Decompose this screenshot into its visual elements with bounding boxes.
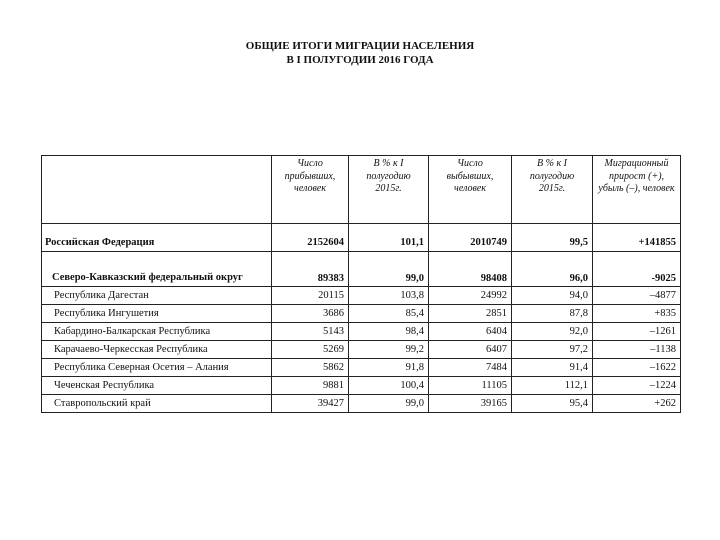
row-arrived: 20115 xyxy=(272,287,349,305)
row-arrived-pct: 91,8 xyxy=(349,359,429,377)
row-arrived: 39427 xyxy=(272,395,349,413)
document-title xyxy=(0,39,720,67)
table-row xyxy=(42,252,681,287)
row-net: +262 xyxy=(593,395,681,413)
row-departed-pct: 97,2 xyxy=(512,341,593,359)
header-departed: Число выбывших, человек xyxy=(429,156,512,224)
row-departed: 7484 xyxy=(429,359,512,377)
row-departed: 39165 xyxy=(429,395,512,413)
row-name: Чеченская Республика xyxy=(42,377,272,395)
header-name xyxy=(42,156,272,224)
table-row xyxy=(42,224,681,252)
header-arrived-pct: В % к I полугодию 2015г. xyxy=(349,156,429,224)
table-row xyxy=(42,287,681,305)
row-name: Карачаево-Черкесская Республика xyxy=(42,341,272,359)
row-net: –4877 xyxy=(593,287,681,305)
table-row xyxy=(42,323,681,341)
table-row xyxy=(42,305,681,323)
title-line-1: ОБЩИЕ ИТОГИ МИГРАЦИИ НАСЕЛЕНИЯ xyxy=(245,40,475,52)
row-name: Российская Федерация xyxy=(42,224,272,252)
row-departed-pct: 96,0 xyxy=(512,252,593,287)
row-net: +835 xyxy=(593,305,681,323)
row-net: -9025 xyxy=(593,252,681,287)
table-row xyxy=(42,359,681,377)
row-arrived-pct: 85,4 xyxy=(349,305,429,323)
row-departed: 11105 xyxy=(429,377,512,395)
row-name: Кабардино-Балкарская Республика xyxy=(42,323,272,341)
row-arrived-pct: 99,0 xyxy=(349,252,429,287)
row-name: Республика Ингушетия xyxy=(42,305,272,323)
row-net: –1138 xyxy=(593,341,681,359)
row-name: Республика Северная Осетия – Алания xyxy=(42,359,272,377)
table-header-row xyxy=(42,156,681,224)
row-net: –1261 xyxy=(593,323,681,341)
row-name: Ставропольский край xyxy=(42,395,272,413)
row-net: +141855 xyxy=(593,224,681,252)
row-arrived-pct: 99,0 xyxy=(349,395,429,413)
table-row xyxy=(42,395,681,413)
title-line-2: В I ПОЛУГОДИИ 2016 ГОДА xyxy=(286,54,434,66)
header-net: Миграционный прирост (+), убыль (–), человек xyxy=(593,156,681,224)
row-departed: 6407 xyxy=(429,341,512,359)
row-arrived: 89383 xyxy=(272,252,349,287)
row-name: Северо-Кавказский федеральный округ xyxy=(42,252,272,287)
row-departed-pct: 95,4 xyxy=(512,395,593,413)
row-arrived: 5143 xyxy=(272,323,349,341)
row-departed: 2851 xyxy=(429,305,512,323)
row-arrived-pct: 101,1 xyxy=(349,224,429,252)
row-arrived-pct: 99,2 xyxy=(349,341,429,359)
row-arrived: 9881 xyxy=(272,377,349,395)
row-departed-pct: 87,8 xyxy=(512,305,593,323)
row-departed: 6404 xyxy=(429,323,512,341)
row-departed-pct: 94,0 xyxy=(512,287,593,305)
row-arrived: 5862 xyxy=(272,359,349,377)
row-departed-pct: 99,5 xyxy=(512,224,593,252)
row-net: –1224 xyxy=(593,377,681,395)
table-row xyxy=(42,341,681,359)
row-arrived-pct: 98,4 xyxy=(349,323,429,341)
row-departed: 98408 xyxy=(429,252,512,287)
row-arrived-pct: 103,8 xyxy=(349,287,429,305)
row-departed-pct: 91,4 xyxy=(512,359,593,377)
row-arrived: 5269 xyxy=(272,341,349,359)
header-arrived: Число прибывших, человек xyxy=(272,156,349,224)
row-departed: 24992 xyxy=(429,287,512,305)
row-departed: 2010749 xyxy=(429,224,512,252)
migration-table xyxy=(41,155,681,413)
row-name: Республика Дагестан xyxy=(42,287,272,305)
table-row xyxy=(42,377,681,395)
row-departed-pct: 92,0 xyxy=(512,323,593,341)
row-arrived: 3686 xyxy=(272,305,349,323)
header-departed-pct: В % к I полугодию 2015г. xyxy=(512,156,593,224)
row-departed-pct: 112,1 xyxy=(512,377,593,395)
row-net: –1622 xyxy=(593,359,681,377)
row-arrived-pct: 100,4 xyxy=(349,377,429,395)
row-arrived: 2152604 xyxy=(272,224,349,252)
